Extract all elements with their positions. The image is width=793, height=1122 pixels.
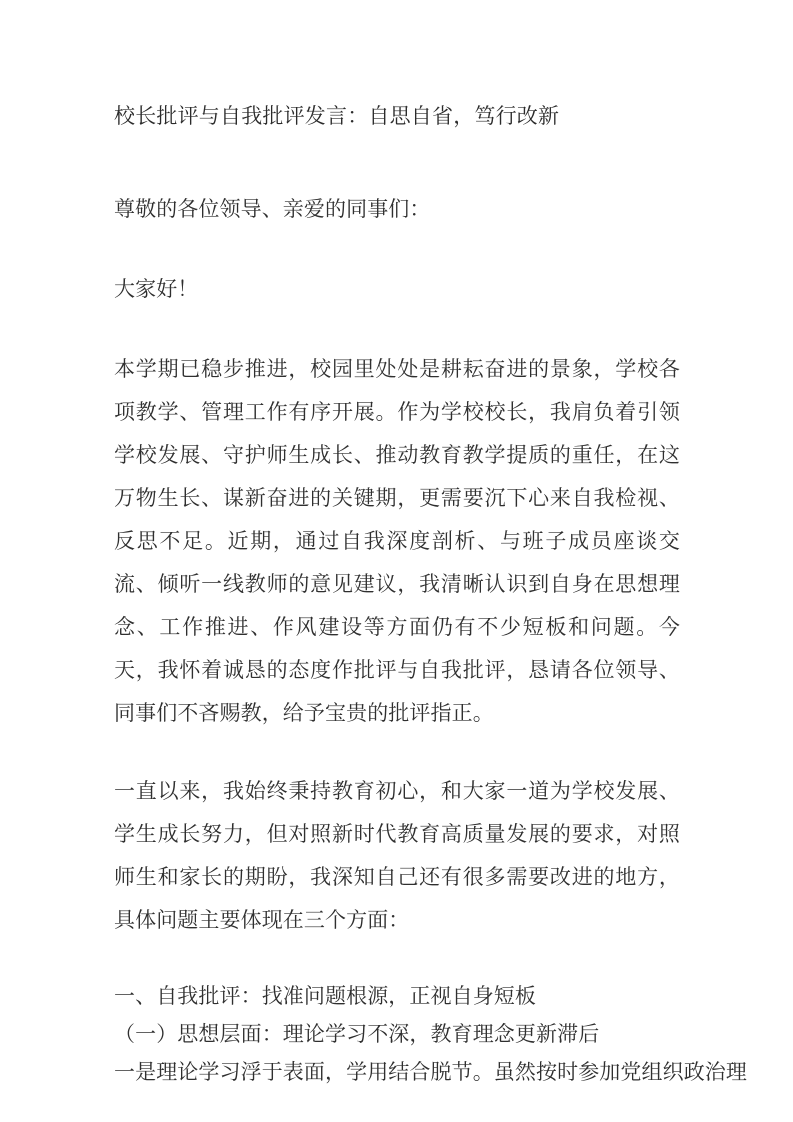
section-block: [114, 977, 747, 1091]
section-paragraph: 一是理论学习浮于表面，学用结合脱节。虽然按时参加党组织政治理: [114, 1060, 747, 1084]
spacer: [114, 231, 680, 268]
greeting: 大家好！: [114, 277, 199, 301]
body-paragraph: 一直以来，我始终秉持教育初心，和大家一道为学校发展、学生成长努力，但对照新时代教育高质量发展的要求，对照师生和家长的期盼，我深知自己还有很多需要改进的地方，具体问题主要体现在三个方面：: [114, 779, 680, 932]
salutation: 尊敬的各位领导、亲爱的同事们：: [114, 197, 431, 221]
body-paragraph: 本学期已稳步推进，校园里处处是耕耘奋进的景象，学校各项教学、管理工作有序开展。作为学校校长，我肩负着引领学校发展、守护师生成长、推动教育教学提质的重任，在这万物生长、谋新奋进的关键期，更需要沉下心来自我检视、反思不足。近期，通过自我深度剖析、与班子成员座谈交流、倾听一线教师的意见建议，我清晰认识到自身在思想理念、工作推进、作风建设等方面仍有不少短板和问题。今天，我怀着诚恳的态度作批评与自我批评，恳请各位领导、同事们不吝赐教，给予宝贵的批评指正。: [114, 357, 680, 725]
sub-heading: （一）思想层面：理论学习不深，教育理念更新滞后: [114, 1022, 600, 1046]
document-title: 校长批评与自我批评发言：自思自省，笃行改新: [114, 104, 560, 128]
spacer: [114, 138, 680, 188]
spacer: [114, 735, 680, 770]
spacer: [114, 942, 680, 977]
section-heading: 一、自我批评：找准问题根源，正视自身短板: [114, 984, 536, 1008]
document-body: [114, 95, 747, 1091]
spacer: [114, 311, 680, 348]
